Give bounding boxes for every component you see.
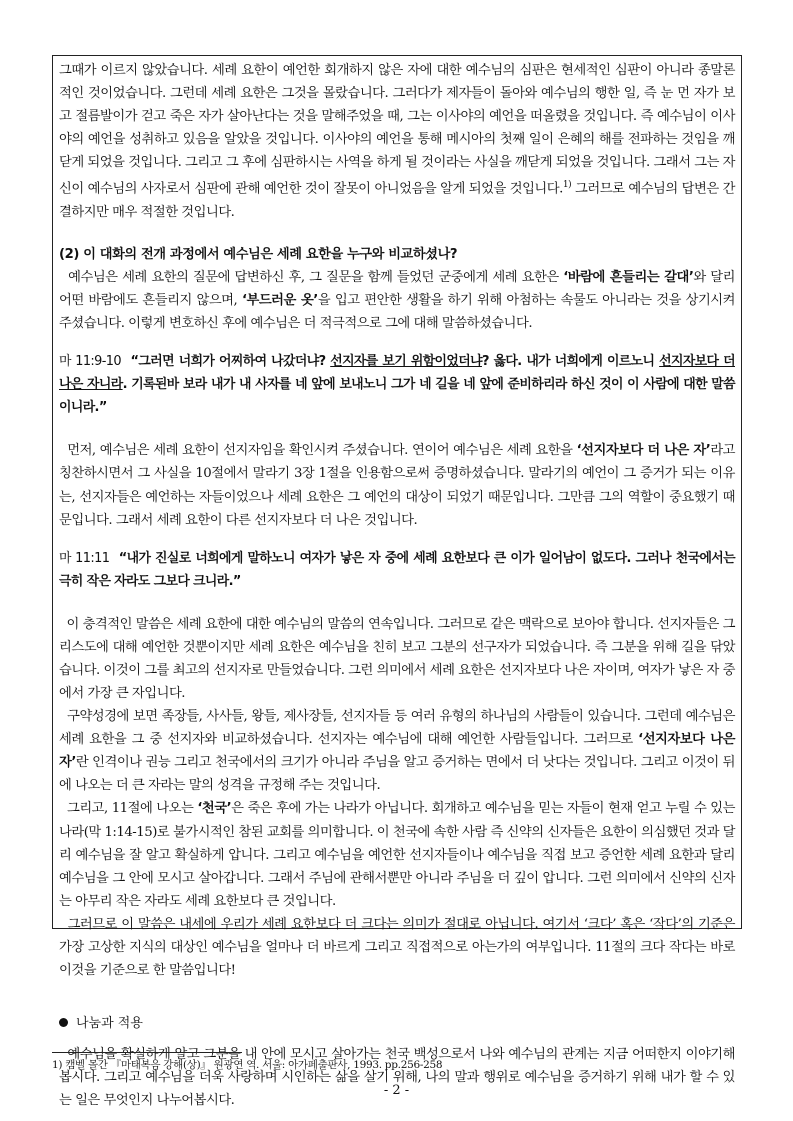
emphasis: ‘부드러운 옷’ <box>241 293 318 309</box>
scripture-ref: 마 11:11 <box>59 550 110 566</box>
emphasis: ‘선지자보다 나은 자’ <box>59 732 735 771</box>
paragraph-text: 그러므로 예수님의 답변은 간결하지만 매우 적절한 것입니다. <box>59 181 735 220</box>
scripture-quote: 마 11:9-10 “그러면 너희가 어찌하여 나갔더냐? 선지자를 보기 위함이었더냐? 옳다. 내가 너희에게 이르노니 선지자보다 더 나은 자니라. 기록된바 보라 내가 내 사자를 네 앞에 보내노니 그가 네 길을 네 앞에 준비하리라 하신 것이 이 사람에 대한 말씀이니라.” <box>59 354 735 416</box>
paragraph-text: 그때가 이르지 않았습니다. 세례 요한이 예언한 회개하지 않은 자에 대한 예수님의 심판은 현세적인 심판이 아니라 종말론적인 것이었습니다. 그런데 세례 요한은 그것을 몰랐습니다. 그러다가 제자들이 돌아와 예수님의 행한 일, 즉 눈 먼 자가 보고 절름발이가 걷고 죽은 자가 살아난다는 것을 말해주었을 때, 그는 이사야의 예언을 떠올렸을 것입니다. 즉 예수님이 이사야의 예언을 성취하고 있음을 알았을 것입니다. 이사야의 예언을 통해 메시아의 첫째 일이 은혜의 해를 전파하는 것임을 깨닫게 되었을 것입니다. 그리고 그 후에 심판하시는 사역을 하게 될 것이라는 사실을 깨닫게 되었을 것입니다. 그래서 그는 자신이 예수님의 사자로서 심판에 관해 예언한 것이 잘못이 아니었음을 알게 되었을 것입니다. <box>59 63 735 197</box>
emphasis: ‘천국’ <box>197 801 232 817</box>
bullet-icon <box>59 1018 68 1027</box>
scripture-quote: 마 11:11 “내가 진실로 너희에게 말하노니 여자가 낳은 자 중에 세례 요한보다 큰 이가 일어남이 없도다. 그러나 천국에서는 극히 작은 자라도 그보다 크니라.” <box>59 550 736 589</box>
paragraph: 구약성경에 보면 족장들, 사사들, 왕들, 제사장들, 선지자들 등 여러 유형의 하나님의 사람들이 있습니다. 그런데 예수님은 세례 요한을 그 중 선지자와 비교하셨습니다. 선지자는 예수님에 대해 예언한 사람들입니다. 그러므로 ‘선지자보다 나은 자’란 인격이나 권능 그리고 천국에서의 크기가 아니라 주님을 알고 증거하는 면에서 더 낫다는 것입니다. 그리고 이것이 뒤에 나오는 더 큰 자라는 말의 성격을 규정해 주는 것입니다. <box>59 709 735 794</box>
emphasis: ‘바람에 흔들리는 갈대’ <box>563 270 694 286</box>
paragraph: 예수님을 확실하게 알고 그분을 내 안에 모시고 살아가는 천국 백성으로서 나와 예수님의 관계는 지금 어떠한지 이야기해봅시다. 그리고 예수님을 더욱 사랑하며 시인하는 삶을 살기 위해, 나의 말과 행위로 예수님을 증거하기 위해 내가 할 수 있는 일은 무엇인지 나누어봅시다. <box>59 1047 735 1109</box>
emphasis: ‘선지자보다 더 나은 자’ <box>576 443 711 459</box>
footnote-divider <box>52 1052 242 1053</box>
paragraph: 예수님은 세례 요한의 질문에 답변하신 후, 그 질문을 함께 들었던 군중에게 세례 요한은 ‘바람에 흔들리는 갈대’와 달리 어떤 바람에도 흔들리지 않으며, ‘부드러운 옷’을 입고 편안한 생활을 하기 위해 아첨하는 속물도 아니라는 것을 상기시켜 주셨습니다. 이렇게 변호하신 후에 예수님은 더 적극적으로 그에 대해 말씀하셨습니다. <box>59 270 735 332</box>
section-title: 나눔과 적용 <box>59 1012 735 1035</box>
paragraph: 먼저, 예수님은 세례 요한이 선지자임을 확인시켜 주셨습니다. 연이어 예수님은 세례 요한을 ‘선지자보다 더 나은 자’라고 칭찬하시면서 그 사실을 10절에서 말라기 3장 1절을 인용함으로써 증명하셨습니다. 말라기의 예언이 그 증거가 되는 이유는, 선지자들은 예언하는 자들이었으나 세례 요한은 그 예언의 대상이 되었기 때문입니다. 그만큼 그의 역할이 중요했기 때문입니다. 그래서 세례 요한이 다른 선지자보다 더 나은 것입니다. <box>59 443 736 528</box>
paragraph: 이 충격적인 말씀은 세례 요한에 대한 예수님의 말씀의 연속입니다. 그러므로 같은 맥락으로 보아야 합니다. 선지자들은 그리스도에 대해 예언한 것뿐이지만 세례 요한은 예수님을 친히 보고 그분의 선구자가 되었습니다. 즉 그분을 위해 길을 닦았습니다. 이것이 그를 최고의 선지자로 만들었습니다. 그런 의미에서 세례 요한은 선지자보다 나은 자이며, 여자가 낳은 자 중에서 가장 큰 자입니다. <box>59 616 735 702</box>
paragraph: 그리고, 11절에 나오는 ‘천국’은 죽은 후에 가는 나라가 아닙니다. 회개하고 예수님을 믿는 자들이 현재 얻고 누릴 수 있는 나라(막 1:14-15)로 불가시적인 참된 교회를 의미합니다. 이 천국에 속한 사람 즉 신약의 신자들은 요한이 의심했던 것과 달리 예수님을 잘 알고 확실하게 압니다. 그리고 예수님을 예언한 선지자들이나 예수님을 직접 보고 증언한 세례 요한과 달리 예수님을 그 안에 모시고 살아갑니다. 그래서 주님에 관해서뿐만 아니라 주님을 더 깊이 압니다. 그런 의미에서 신약의 신자는 아무리 작은 자라도 세례 요한보다 큰 것입니다. <box>59 801 736 909</box>
paragraph <box>59 59 735 224</box>
paragraph: 그러므로 이 말씀은 내세에 우리가 세례 요한보다 더 크다는 의미가 절대로 아닙니다. 여기서 ‘크다’ 혹은 ‘작다’의 기준은 가장 고상한 지식의 대상인 예수님을 얼마나 더 바르게 그리고 직접적으로 아는가의 여부입니다. 11절의 크다 작다는 바로 이것을 기준으로 한 말씀입니다! <box>59 916 735 979</box>
scripture-ref: 마 11:9-10 <box>59 354 122 370</box>
page-number: - 2 - <box>383 1083 410 1098</box>
footnote: 1) 캠벨 몰간 『마태복음 강해(상)』 원광연 역. 서울: 아가페출판사, 1993. pp.256-258 <box>52 1059 443 1071</box>
footnote-ref[interactable]: 1) <box>562 180 572 191</box>
section-heading: (2) 이 대화의 전개 과정에서 예수님은 세례 요한을 누구와 비교하셨나? <box>59 247 458 263</box>
